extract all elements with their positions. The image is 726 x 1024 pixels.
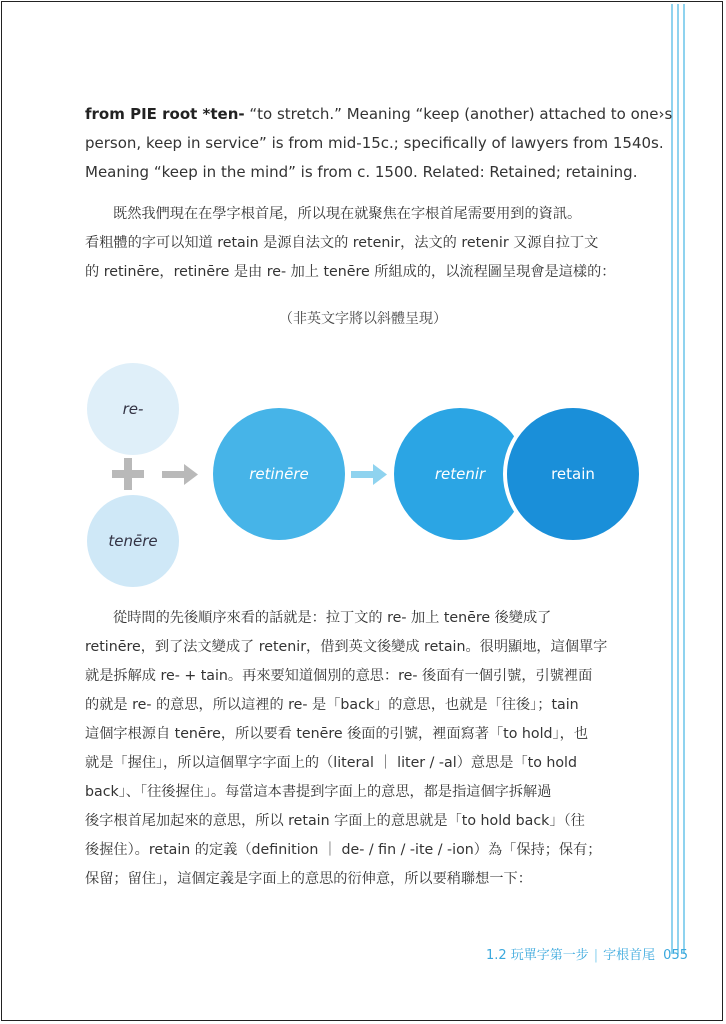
plus-icon <box>112 458 144 490</box>
etymology-line-2: person, keep in service” is from mid-15c.; specifically of lawyers from 1540s. <box>85 134 664 152</box>
arrow-right-icon <box>162 462 200 486</box>
margin-line <box>671 4 673 954</box>
explanation-line: 後字根首尾加起來的意思，所以 retain 字面上的意思就是「to hold back」（往 <box>85 813 585 829</box>
etymology-quote <box>85 100 673 187</box>
explanation-line: 這個字根源自 tenēre，所以要看 tenēre 後面的引號，裡面寫著「to hold」，也 <box>85 726 589 742</box>
intro-line-3: 的 retinēre，retinēre 是由 re- 加上 tenēre 所組成的，以流程圖呈現會是這樣的： <box>85 264 616 280</box>
italic-note: （非英文字將以斜體呈現） <box>279 311 447 327</box>
explanation-line: 保留；留住」，這個定義是字面上的意思的衍伸意，所以要稍聯想一下： <box>85 871 532 887</box>
english-circle: retain <box>503 404 643 544</box>
intro-paragraph <box>85 200 645 287</box>
etymology-line-1: from PIE root *ten- “to stretch.” Meaning “keep (another) attached to one›s <box>85 105 673 123</box>
footer-divider: | <box>593 948 599 963</box>
footer-section: 1.2 玩單字第一步 <box>485 948 589 963</box>
page-number: 055 <box>663 948 688 963</box>
margin-line <box>683 4 685 954</box>
intro-line-1: 既然我們現在在學字根首尾，所以現在就聚焦在字根首尾需要用到的資訊。 <box>113 206 582 222</box>
margin-line <box>677 4 679 954</box>
explanation-line: back」、「往後握住」。每當這本書提到字面上的意思，都是指這個字拆解過 <box>85 784 552 800</box>
explanation-line: 的就是 re- 的意思，所以這裡的 re- 是「back」的意思，也就是「往後」；tain <box>85 697 579 713</box>
etymology-lead: from PIE root *ten- <box>85 105 245 123</box>
explanation-line: retinēre，到了法文變成了 retenir，借到英文後變成 retain。很明顯地，這個單字 <box>85 639 608 655</box>
french-circle: retenir <box>394 408 526 540</box>
prefix-circle: re- <box>87 363 179 455</box>
footer-topic: 字根首尾 <box>603 948 656 963</box>
explanation-paragraph <box>85 604 645 894</box>
latin-circle: retinēre <box>213 408 345 540</box>
page-footer <box>486 944 688 963</box>
explanation-line: 後握住）。retain 的定義（definition ｜ de- / fin / -ite / -ion）為「保持；保有； <box>85 842 602 858</box>
explanation-line: 就是拆解成 re- + tain。再來要知道個別的意思：re- 後面有一個引號，引號裡面 <box>85 668 593 684</box>
explanation-line: 從時間的先後順序來看的話就是：拉丁文的 re- 加上 tenēre 後變成了 <box>113 610 552 626</box>
etymology-line-3: Meaning “keep in the mind” is from c. 1500. Related: Retained; retaining. <box>85 163 638 181</box>
root-circle: tenēre <box>87 495 179 587</box>
explanation-line: 就是「握住」，所以這個單字字面上的（literal ｜ liter / -al）意思是「to hold <box>85 755 577 771</box>
arrow-right-icon <box>351 462 389 486</box>
intro-line-2: 看粗體的字可以知道 retain 是源自法文的 retenir，法文的 retenir 又源自拉丁文 <box>85 235 599 251</box>
